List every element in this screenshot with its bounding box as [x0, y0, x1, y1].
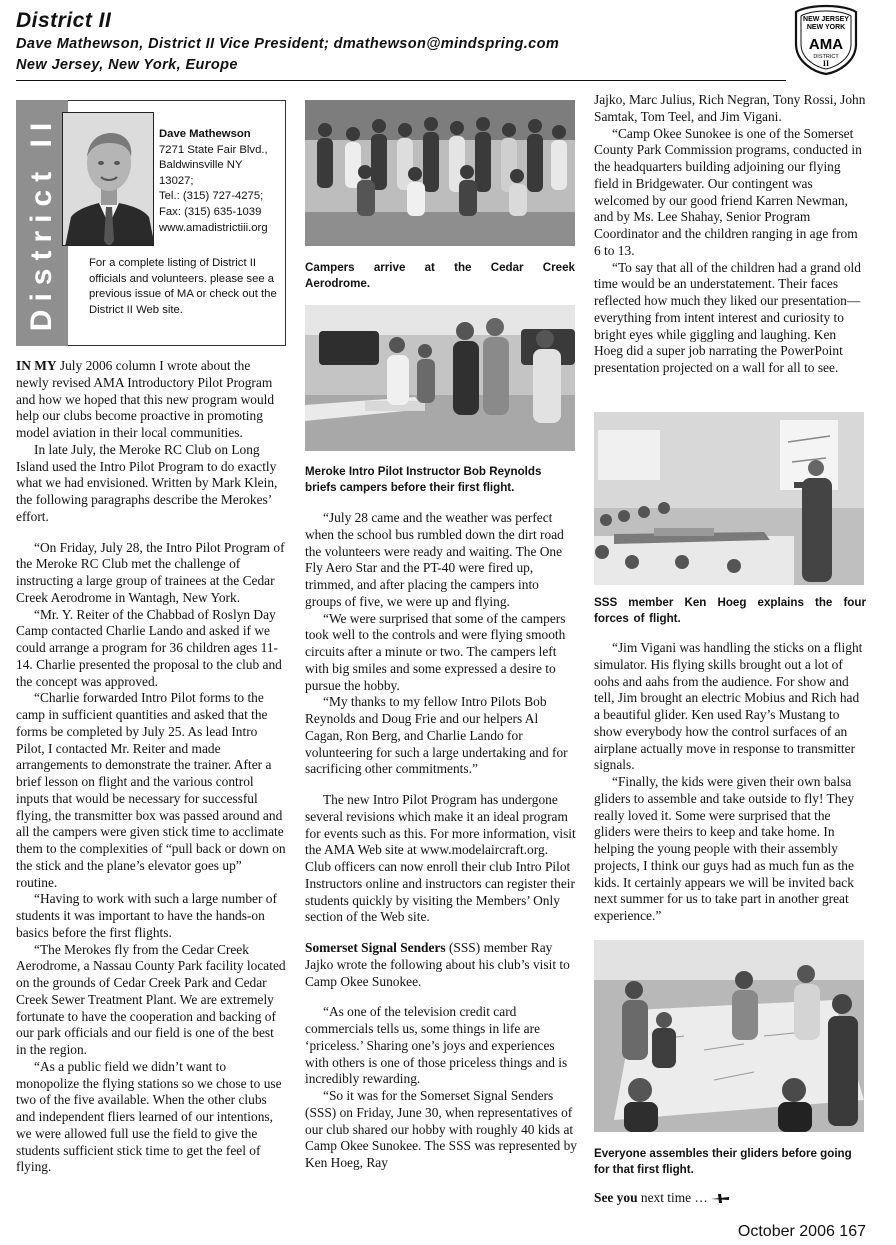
column-3-top: [594, 92, 866, 377]
sign-off-text: next time …: [637, 1190, 708, 1205]
sign-off-line: [594, 1190, 866, 1207]
sidebar-label-band: [16, 100, 68, 346]
section-subtitle: Dave Mathewson, District II Vice President; dmathewson@mindspring.com: [16, 36, 560, 52]
logo-text-mid: NEW YORK: [806, 24, 846, 31]
logo-text-district: DISTRICT: [813, 54, 839, 60]
lead-in: IN MY: [16, 358, 57, 373]
lead-paragraph-text: July 2006 column I wrote about the newly revised AMA Introductory Pilot Program and how we hoped that this new program would help our clubs become proactive in promoting model aviation in their local communities.: [16, 358, 275, 440]
contact-zip: 13027;: [159, 174, 194, 187]
photo-caption: Campers arrive at the Cedar Creek Aerodrome.: [305, 261, 575, 290]
contact-note: For a complete listing of District II officials and volunteers. please see a previous issue of MA or check out the District II Web site.: [89, 257, 277, 316]
club-paragraph-text: (SSS) member Ray Jajko wrote the following about his club’s visit to Camp Okee Sunokee.: [305, 940, 570, 989]
contact-address2: Baldwinsville NY: [159, 159, 243, 172]
column-2: [305, 510, 577, 1172]
page-header: [16, 8, 786, 76]
column-1: [16, 358, 286, 1176]
article-paragraph: The new Intro Pilot Program has undergone several revisions which make it an ideal program for events such as this. For more information, visit the AMA Web site at www.modelaircraft.org. Club officers can now enroll their club Intro Pilot Instructors online and instructors can register their students quickly by visiting the Members’ Only section of the Web site.: [305, 792, 576, 925]
ama-district-logo: [792, 4, 860, 76]
logo-text-numeral: II: [822, 59, 830, 68]
contact-fax: Fax: (315) 635-1039: [159, 205, 262, 218]
article-paragraph: “To say that all of the children had a grand old time would be an understatement. Their faces reflected how much they liked our presentation—everything from intent interest and curiosity to bright eyes while giggling and laughing. Ken Hoeg did a super job narrating the PowerPoint presentation projected on a wall for all to see.: [594, 259, 861, 375]
article-paragraph: “On Friday, July 28, the Intro Pilot Program of the Meroke RC Club met the challenge of instructing a large group of trainees at the Cedar Creek Aerodrome in Wantagh, New York.: [16, 539, 285, 605]
article-paragraph: “July 28 came and the weather was perfect when the school bus rumbled down the dirt road the volunteers were ready and waiting. The One Fly Aero Star and the PT-40 were fired up, trimmed, and after placing the campers into groups of five, we were up and flying.: [305, 510, 564, 609]
sidebar-label: District II: [25, 114, 58, 332]
logo-text-ama: AMA: [808, 36, 844, 53]
article-paragraph: “As a public field we didn’t want to monopolize the flying stations so we chose to use two of the five available. When the other clubs and independent fliers learned of our intentions, we were allowed full use the field to give the students sufficient stick time to get the feel of flying.: [16, 1058, 282, 1175]
photo-four-forces: [594, 412, 864, 585]
article-paragraph: “As one of the television credit card commercials tells us, some things in life are ‘priceless.’ Sharing one’s joys and experiences with others is one of those priceless things and is incredibly rewarding.: [305, 1004, 568, 1087]
photo-campers-group: [305, 100, 575, 246]
contact-name: Dave Mathewson: [159, 128, 251, 140]
article-paragraph: “Mr. Y. Reiter of the Chabbad of Roslyn Day Camp contacted Charlie Lando and asked if we could arrange a program for 36 children ages 11-14. Charlie presented the proposal to the club and the concept was approved.: [16, 606, 282, 689]
article-paragraph: “My thanks to my fellow Intro Pilots Bob Reynolds and Doug Frie and our helpers Al Cagan, Ron Berg, and Charlie Lando for volunteering for such a large undertaking and for sacrificing other commitments.”: [305, 694, 568, 777]
logo-text-top: NEW JERSEY: [803, 16, 849, 23]
sign-off-lead: See you: [594, 1190, 638, 1205]
column-3-middle: [594, 640, 866, 925]
photo-glider-assembly: [594, 940, 864, 1132]
ama-plane-icon: [711, 1194, 729, 1204]
article-paragraph: “Finally, the kids were given their own balsa gliders to assemble and take outside to fly! They really loved it. Some were surprised that the gliders were theirs to keep and take home. In helping the young people with their assembly projects, I think our guys had as much fun as the kids. It certainly appears we will be invited back next summer for us to take part in another great experience.”: [594, 774, 855, 923]
page-footer: October 2006 167: [737, 1223, 866, 1240]
club-lead-in: Somerset Signal Senders: [305, 940, 446, 955]
section-title: District II: [16, 9, 112, 32]
contact-address1: 7271 State Fair Blvd.,: [159, 143, 268, 156]
article-paragraph: [305, 940, 577, 990]
photo-caption: SSS member Ken Hoeg explains the four forces of flight.: [594, 596, 866, 625]
header-rule: [16, 80, 786, 81]
contact-web[interactable]: www.amadistrictiii.org: [159, 221, 268, 234]
article-paragraph: “So it was for the Somerset Signal Senders (SSS) on Friday, June 30, when representatives of our club shared our hobby with roughly 40 kids at Camp Okee Sunokee. The SSS was represented by Ken Hoeg, Ray: [305, 1088, 577, 1170]
vice-president-portrait: [62, 112, 154, 246]
photo-instructor-briefing: [305, 305, 575, 451]
photo-caption: Meroke Intro Pilot Instructor Bob Reynolds briefs campers before their first flight.: [305, 465, 542, 494]
sign-off: [594, 1190, 866, 1207]
section-region: New Jersey, New York, Europe: [16, 57, 238, 73]
article-paragraph: “We were surprised that some of the campers took well to the controls and were flying smooth circuits after a minute or two. The campers left with big smiles and some expressed a desire to pursue the hobby.: [305, 610, 566, 693]
article-paragraph: “The Merokes fly from the Cedar Creek Aerodrome, a Nassau County Park facility located on the grounds of Cedar Creek Park and Cedar Creek Sewer Treatment Plant. We are extremely fortunate to have the cooperation and backing of our park officials and our field is one of the best in the region.: [16, 941, 286, 1057]
article-paragraph: “Having to work with such a large number of students it was important to have the hands-on basics before the first flights.: [16, 891, 277, 940]
article-paragraph: Jajko, Marc Julius, Rich Negran, Tony Rossi, John Samtak, Tom Teel, and Jim Vigani.: [594, 92, 866, 124]
contact-info: [159, 127, 284, 236]
article-paragraph: In late July, the Meroke RC Club on Long Island used the Intro Pilot Program to do exactly what we had envisioned. Written by Mark Klein, the following paragraphs describe the Merokes’ effort.: [16, 441, 278, 524]
article-paragraph: [16, 358, 286, 442]
photo-caption: Everyone assembles their gliders before going for that first flight.: [594, 1147, 852, 1176]
contact-tel: Tel.: (315) 727-4275;: [159, 190, 264, 203]
article-paragraph: “Camp Okee Sunokee is one of the Somerset County Park Commission programs, conducted in the headquarters building adjoining our flying field in Bridgewater. Our contingent was welcomed by our good friend Karren Newman, and by Ms. Lee Shahay, Senior Program Coordinator and the children ranging in age from 6 to 13.: [594, 125, 862, 258]
article-paragraph: “Charlie forwarded Intro Pilot forms to the camp in sufficient quantities and asked that the forms be completed by July 25. As lead Intro Pilot, I contacted Mr. Reiter and made arrangements to demonstrate the trainer. After a brief lesson on flight and the various control inputs that would be necessary for successful flying, the transmitter box was passed around and all the campers were given stick time to acclimate them to the complexities of “pull back or down on the stick and the plane’s elevator goes up” routine.: [16, 690, 286, 890]
article-paragraph: “Jim Vigani was handling the sticks on a flight simulator. His flying skills brought out a lot of oohs and aahs from the audience. For show and tell, Jim brought an electric Mobius and Rich had a beautiful glider. Ken used Ray’s Mustang to show everybody how the control surfaces of an airplane actually move in response to transmitter signals.: [594, 640, 863, 773]
